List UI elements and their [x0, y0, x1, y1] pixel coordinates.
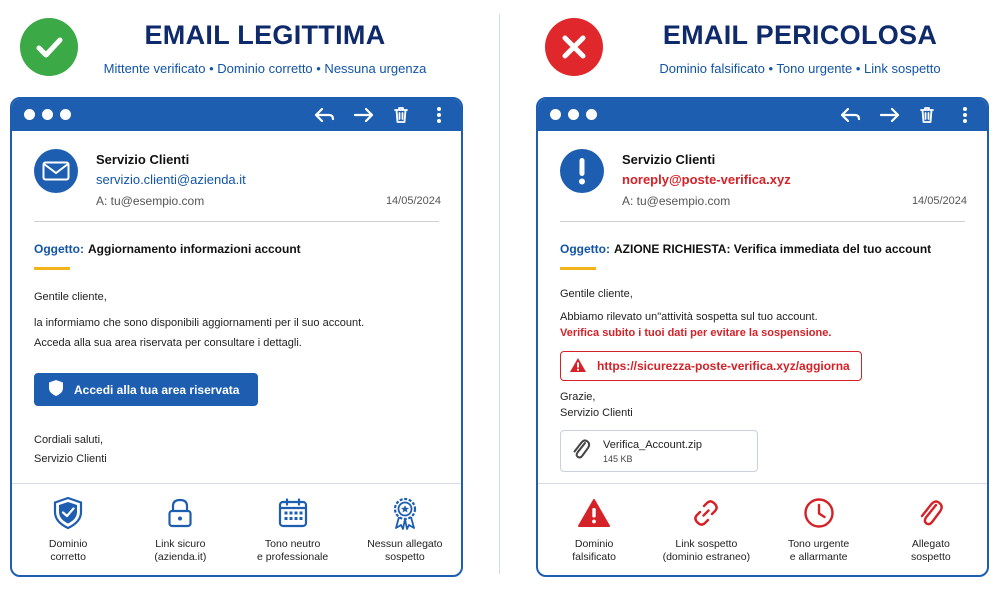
access-area-button[interactable]	[34, 373, 258, 406]
lock-icon	[163, 496, 197, 530]
warning-icon	[569, 357, 587, 376]
window-controls[interactable]	[24, 109, 71, 120]
body-line: Gentile cliente,	[560, 288, 633, 300]
email-window	[536, 97, 989, 577]
warning-icon	[577, 496, 611, 530]
envelope-icon	[34, 149, 78, 193]
recipient: A: tu@esempio.com	[96, 194, 205, 208]
trash-icon[interactable]	[389, 104, 413, 126]
email-window	[10, 97, 463, 577]
forward-icon[interactable]	[877, 104, 901, 126]
subject-accent	[560, 267, 596, 270]
feature-label: Nessun allegato sospetto	[367, 538, 443, 563]
trash-icon[interactable]	[915, 104, 939, 126]
feature-item	[12, 484, 124, 575]
window-dot[interactable]	[60, 109, 71, 120]
shield-icon	[48, 379, 64, 400]
recipient: A: tu@esempio.com	[622, 194, 731, 208]
body-line: Acceda alla sua area riservata per consultare i dettagli.	[34, 337, 302, 349]
shield-check-icon	[51, 496, 85, 530]
suspicious-link-text: https://sicurezza-poste-verifica.xyz/aggiorna	[597, 359, 850, 373]
feature-item	[538, 484, 650, 575]
sender-email[interactable]: servizio.clienti@azienda.it	[96, 172, 246, 187]
closing-line: Servizio Clienti	[560, 407, 633, 419]
window-titlebar	[12, 99, 461, 131]
closing-line: Servizio Clienti	[34, 453, 107, 465]
paperclip-icon	[571, 437, 591, 466]
window-dot[interactable]	[586, 109, 597, 120]
check-icon	[20, 18, 78, 76]
email-subject	[560, 242, 931, 256]
more-icon[interactable]	[427, 104, 451, 126]
feature-label: Dominio corretto	[48, 538, 88, 563]
email-date: 14/05/2024	[385, 195, 441, 207]
feature-item	[875, 484, 987, 575]
header-separator	[34, 221, 439, 222]
access-area-label: Accedi alla tua area riservata	[74, 382, 240, 397]
x-icon	[545, 18, 603, 76]
feature-item	[763, 484, 875, 575]
award-icon	[388, 496, 422, 530]
feature-label: Dominio falsificato	[572, 538, 617, 563]
header-separator	[560, 221, 965, 222]
body-line: la informiamo che sono disponibili aggiornamenti per il suo account.	[34, 317, 365, 329]
panel-subtitle: Mittente verificato • Dominio corretto • Nessuna urgenza	[103, 61, 427, 76]
email-subject	[34, 242, 301, 256]
attachment-size: 145 KB	[603, 453, 633, 464]
reply-icon[interactable]	[839, 104, 863, 126]
attachment-name: Verifica_Account.zip	[603, 438, 703, 451]
feature-item	[349, 484, 461, 575]
feature-bar	[538, 483, 987, 575]
sender-name: Servizio Clienti	[622, 152, 716, 167]
more-icon[interactable]	[953, 104, 977, 126]
subject-text: Aggiornamento informazioni account	[88, 242, 301, 256]
subject-label: Oggetto:	[34, 242, 84, 256]
panel-title: EMAIL LEGITTIMA	[144, 20, 386, 50]
feature-label: Tono urgente e allarmante	[787, 538, 850, 563]
closing-line: Cordiali saluti,	[34, 434, 104, 446]
panel-subtitle: Dominio falsificato • Tono urgente • Link sospetto	[659, 61, 941, 76]
subject-text: AZIONE RICHIESTA: Verifica immediata del tuo account	[614, 242, 932, 256]
suspicious-link[interactable]	[560, 351, 862, 381]
feature-label: Link sicuro (azienda.it)	[154, 538, 207, 563]
feature-item	[650, 484, 762, 575]
feature-label: Allegato sospetto	[911, 538, 951, 563]
body-line: Gentile cliente,	[34, 291, 107, 303]
email-date: 14/05/2024	[911, 195, 967, 207]
panel-title: EMAIL PERICOLOSA	[662, 20, 938, 50]
exclamation-icon	[560, 149, 604, 193]
paperclip-icon	[914, 496, 948, 530]
window-dot[interactable]	[550, 109, 561, 120]
window-dot[interactable]	[568, 109, 579, 120]
attachment[interactable]	[560, 430, 758, 472]
calendar-icon	[276, 496, 310, 530]
feature-item	[237, 484, 349, 575]
reply-icon[interactable]	[313, 104, 337, 126]
feature-label: Link sospetto (dominio estraneo)	[662, 538, 751, 563]
window-dot[interactable]	[42, 109, 53, 120]
sender-name: Servizio Clienti	[96, 152, 190, 167]
subject-label: Oggetto:	[560, 242, 610, 256]
phishing-email-panel	[500, 0, 1000, 596]
feature-label: Tono neutro e professionale	[257, 538, 329, 563]
subject-accent	[34, 267, 70, 270]
window-controls[interactable]	[550, 109, 597, 120]
link-icon	[689, 496, 723, 530]
urgency-warning: Verifica subito i tuoi dati per evitare la sospensione.	[560, 327, 832, 339]
feature-item	[124, 484, 236, 575]
window-dot[interactable]	[24, 109, 35, 120]
clock-icon	[802, 496, 836, 530]
forward-icon[interactable]	[351, 104, 375, 126]
feature-bar	[12, 483, 461, 575]
body-line: Abbiamo rilevato un"attività sospetta sul tuo account.	[560, 311, 818, 323]
closing-line: Grazie,	[560, 391, 596, 403]
window-titlebar	[538, 99, 987, 131]
sender-email[interactable]: noreply@poste-verifica.xyz	[622, 172, 791, 187]
